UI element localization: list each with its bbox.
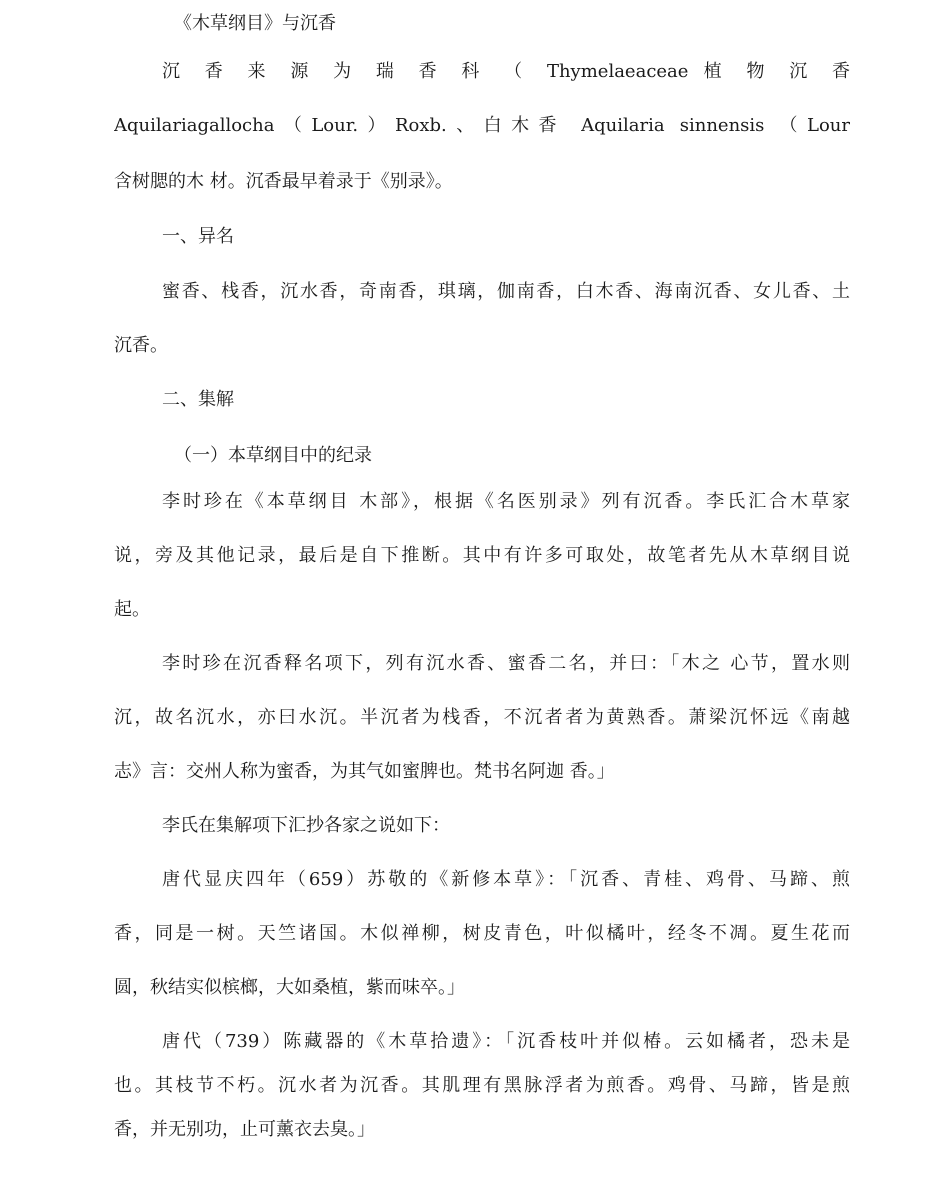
para4-line-2: 香，同是一树。天竺诸国。木似禅柳，树皮青色，叶似橘叶，经冬不凋。夏生花而: [114, 923, 850, 944]
document-title: 《木草纲目》与沉香: [174, 13, 336, 34]
intro-line-1: 沉 香 来 源 为 瑞 香 科 （ Thymelaeaceae 植 物 沉 香: [162, 61, 850, 82]
intro-line-2: Aquilariagallocha（Lour.）Roxb.、白木香 Aquilaria sinnensis （Lour: [114, 115, 850, 136]
para2-line-2: 沉，故名沉水，亦曰水沉。半沉者为栈香，不沉者者为黄熟香。萧梁沉怀远《南越: [114, 707, 850, 728]
para5-line-3: 香，并无别功，止可薰衣去臭。」: [114, 1119, 375, 1140]
aliases-line-2: 沉香。: [114, 335, 168, 356]
subheading-bencao-records: （一）本草纲目中的纪录: [174, 445, 372, 466]
aliases-line-1: 蜜香、栈香，沉水香，奇南香，琪璃，伽南香，白木香、海南沉香、女儿香、土: [162, 281, 850, 302]
para4-line-3: 圆，秋结实似槟榔，大如桑植，紫而味卒。」: [114, 977, 465, 998]
para3-line-1: 李氏在集解项下汇抄各家之说如下：: [162, 815, 450, 836]
section-heading-aliases: 一、异名: [162, 226, 234, 247]
para5-line-1: 唐代（739）陈藏器的《木草拾遗》：「沉香枝叶并似椿。云如橘者，恐未是: [162, 1031, 850, 1052]
para2-line-3: 志》言：交州人称为蜜香，为其气如蜜脾也。梵书名阿迦 香。」: [114, 761, 615, 782]
para2-line-1: 李时珍在沉香释名项下，列有沉水香、蜜香二名，并曰：「木之 心节，置水则: [162, 653, 850, 674]
para5-line-2: 也。其枝节不朽。沉水者为沉香。其肌理有黑脉浮者为煎香。鸡骨、马蹄，皆是煎: [114, 1075, 850, 1096]
para1-line-3: 起。: [114, 599, 150, 620]
para4-line-1: 唐代显庆四年（659）苏敬的《新修本草》：「沉香、青桂、鸡骨、马蹄、煎: [162, 869, 850, 890]
section-heading-collected: 二、集解: [162, 389, 234, 410]
intro-line-3: 含树腮的木 材。沉香最早着录于《别录》。: [114, 171, 453, 192]
para1-line-2: 说，旁及其他记录，最后是自下推断。其中有许多可取处，故笔者先从木草纲目说: [114, 545, 850, 566]
para1-line-1: 李时珍在《本草纲目 木部》，根据《名医别录》列有沉香。李氏汇合木草家: [162, 491, 850, 512]
